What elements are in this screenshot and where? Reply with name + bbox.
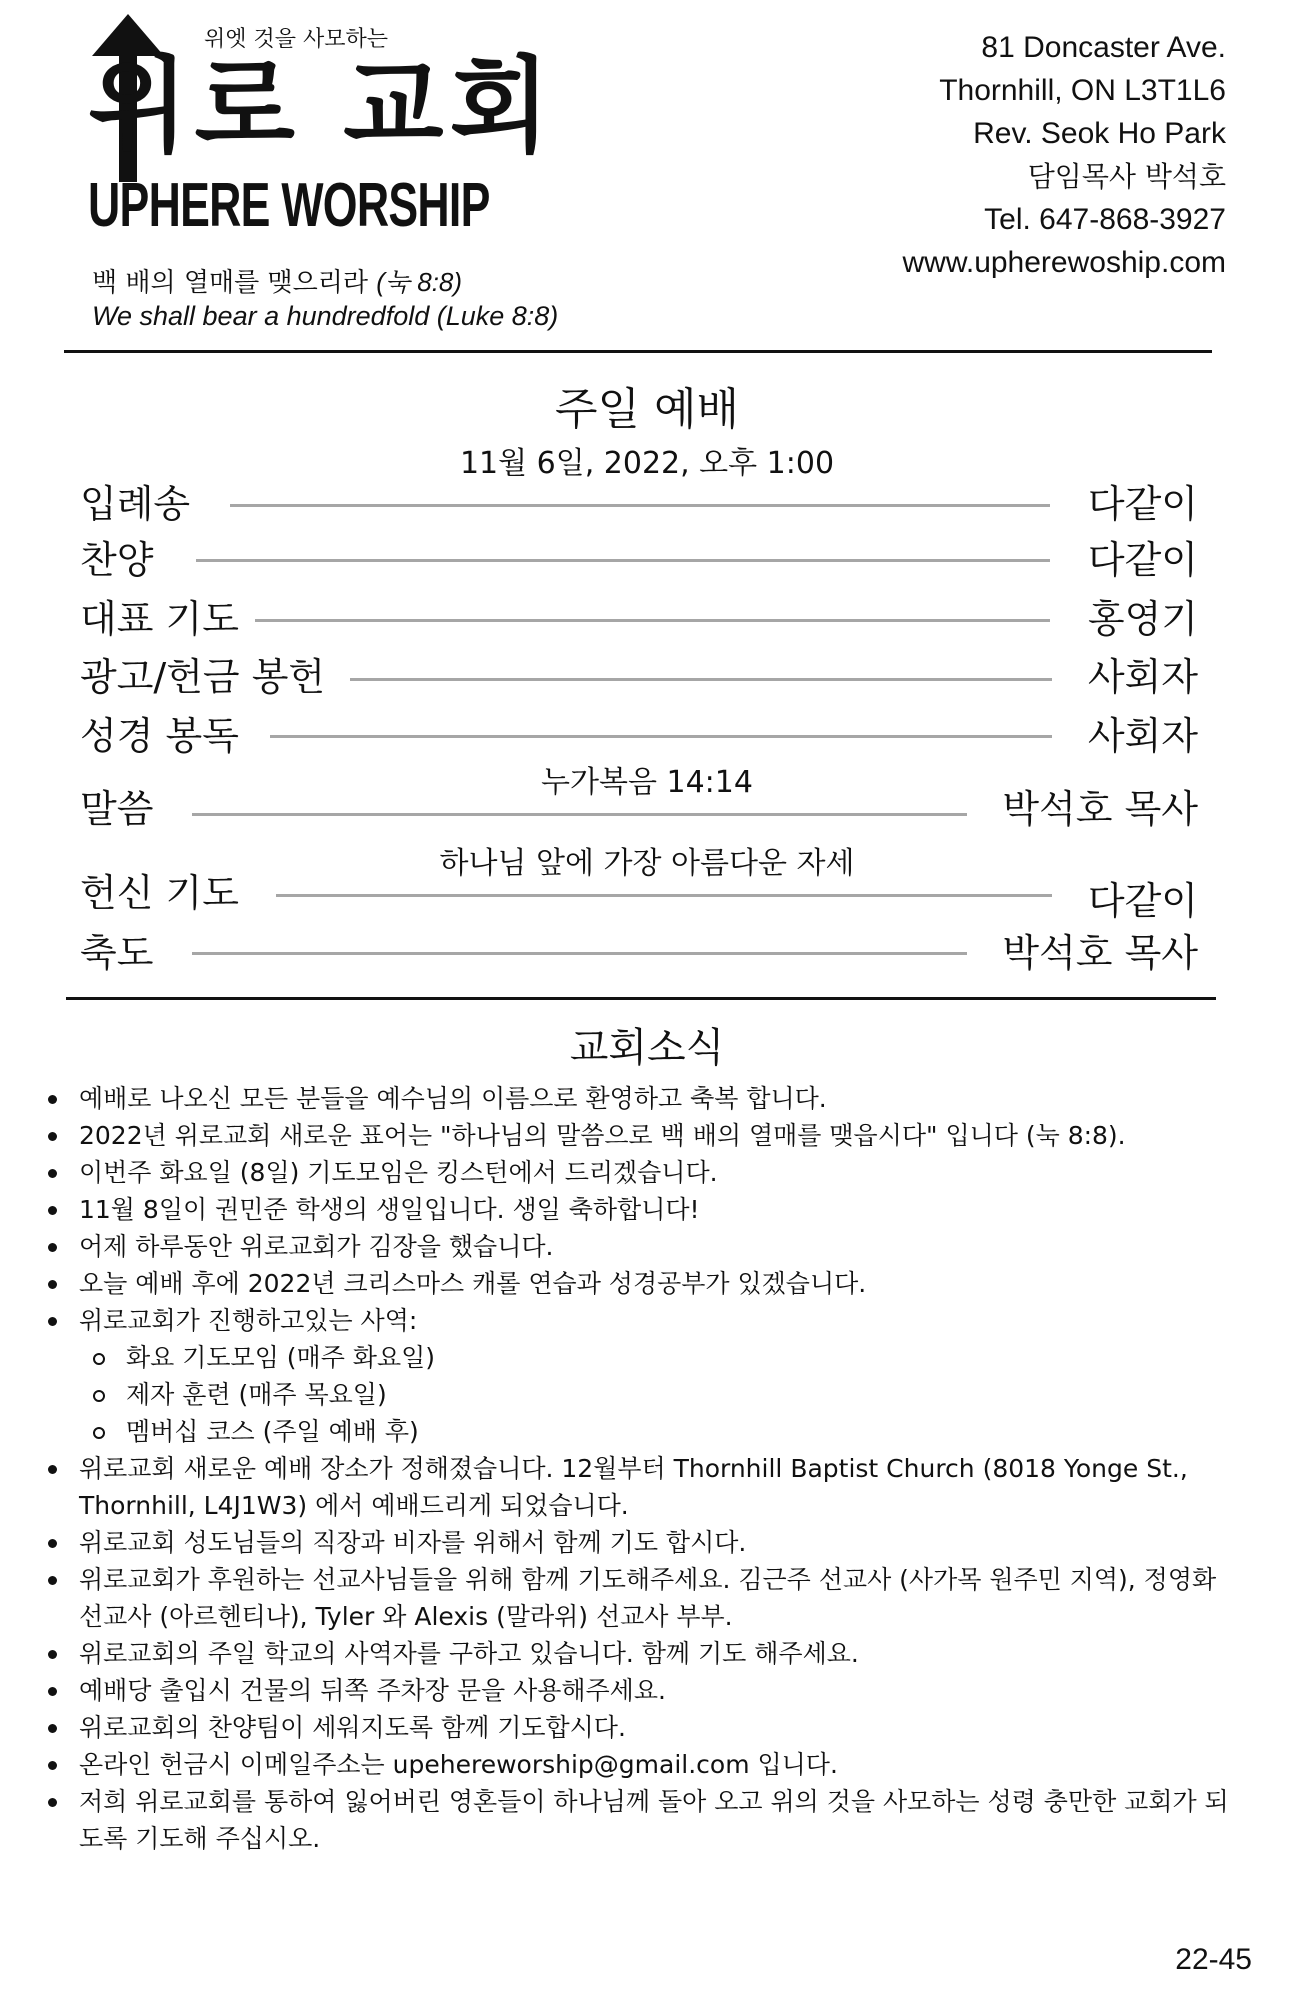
leader-line bbox=[276, 894, 1052, 897]
leader-line bbox=[196, 559, 1050, 562]
order-item-label: 축도 bbox=[80, 931, 154, 975]
news-item: 이번주 화요일 (8일) 기도모임은 킹스턴에서 드리겠습니다. bbox=[44, 1154, 1244, 1191]
news-item: 2022년 위로교회 새로운 표어는 "하나님의 말씀으로 백 배의 열매를 맺읍시다" 입니다 (눅 8:8). bbox=[44, 1117, 1244, 1154]
address-street: 81 Doncaster Ave. bbox=[981, 31, 1226, 64]
address-city: Thornhill, ON L3T1L6 bbox=[939, 74, 1226, 107]
pastor-korean: 담임목사 박석호 bbox=[1027, 160, 1226, 193]
ministry-item: 화요 기도모임 (매주 화요일) bbox=[79, 1339, 1244, 1376]
website-link[interactable]: www.upherewoship.com bbox=[902, 246, 1226, 279]
news-item: 어제 하루동안 위로교회가 김장을 했습니다. bbox=[44, 1228, 1244, 1265]
order-item-leader: 홍영기 bbox=[1087, 597, 1198, 641]
news-item: 예배당 출입시 건물의 뒤쪽 주차장 문을 사용해주세요. bbox=[44, 1672, 1244, 1709]
news-item-ministries bbox=[44, 1302, 1244, 1450]
order-item-label: 입례송 bbox=[80, 482, 191, 526]
news-item: 위로교회 새로운 예배 장소가 정해졌습니다. 12월부터 Thornhill Baptist Church (8018 Yonge St., Thornhill, L4J1W3) 에서 예배드리게 되었습니다. bbox=[44, 1450, 1244, 1524]
ministry-list bbox=[79, 1339, 1244, 1450]
leader-line bbox=[192, 952, 967, 955]
order-item-label: 찬양 bbox=[80, 538, 154, 582]
order-item-leader: 박석호 목사 bbox=[1002, 931, 1198, 975]
order-item-leader: 사회자 bbox=[1087, 655, 1198, 699]
theme-verse-korean bbox=[92, 262, 462, 299]
news-item: 저희 위로교회를 통하여 잃어버린 영혼들이 하나님께 돌아 오고 위의 것을 사모하는 성령 충만한 교회가 되도록 기도해 주십시오. bbox=[44, 1783, 1244, 1857]
order-item-leader: 다같이 bbox=[1087, 482, 1198, 526]
order-item-leader: 박석호 목사 bbox=[1002, 787, 1198, 831]
header-divider bbox=[64, 350, 1212, 353]
news-item: 위로교회의 주일 학교의 사역자를 구하고 있습니다. 함께 기도 해주세요. bbox=[44, 1635, 1244, 1672]
sermon-scripture: 누가복음 14:14 bbox=[541, 765, 753, 800]
theme-verse-english: We shall bear a hundredfold (Luke 8:8) bbox=[92, 301, 559, 331]
news-item: 예배로 나오신 모든 분들을 예수님의 이름으로 환영하고 축복 합니다. bbox=[44, 1080, 1244, 1117]
worship-title: 주일 예배 bbox=[554, 384, 739, 435]
telephone: Tel. 647-868-3927 bbox=[984, 203, 1226, 236]
verse-korean-ref: (눅 8:8) bbox=[376, 267, 463, 297]
news-item: 위로교회의 찬양팀이 세워지도록 함께 기도합시다. bbox=[44, 1709, 1244, 1746]
logo-tagline: 위엣 것을 사모하는 bbox=[204, 27, 389, 52]
pastor-english: Rev. Seok Ho Park bbox=[973, 117, 1226, 150]
news-item: 위로교회가 후원하는 선교사님들을 위해 함께 기도해주세요. 김근주 선교사 (사가목 원주민 지역), 정영화 선교사 (아르헨티나), Tyler 와 Alexis (말라위) 선교사 부부. bbox=[44, 1561, 1244, 1635]
leader-line bbox=[192, 813, 967, 816]
order-item-label: 헌신 기도 bbox=[80, 871, 239, 915]
section-divider bbox=[66, 997, 1216, 1000]
news-title: 교회소식 bbox=[569, 1025, 725, 1071]
ministry-item: 제자 훈련 (매주 목요일) bbox=[79, 1376, 1244, 1413]
church-name-korean: 위로 교회 bbox=[88, 45, 557, 167]
news-item: 11월 8일이 권민준 학생의 생일입니다. 생일 축하합니다! bbox=[44, 1191, 1244, 1228]
sermon-title: 하나님 앞에 가장 아름다운 자세 bbox=[439, 846, 855, 881]
leader-line bbox=[270, 735, 1052, 738]
order-item-label: 광고/헌금 봉헌 bbox=[80, 655, 326, 699]
order-item-leader: 다같이 bbox=[1087, 538, 1198, 582]
church-name-english: UPHERE WORSHIP bbox=[88, 171, 490, 240]
page-number: 22-45 bbox=[1175, 1943, 1252, 1976]
worship-date: 11월 6일, 2022, 오후 1:00 bbox=[459, 446, 835, 481]
news-item: 온라인 헌금시 이메일주소는 upehereworship@gmail.com 입니다. bbox=[44, 1746, 1244, 1783]
verse-korean-text: 백 배의 열매를 맺으리라 bbox=[92, 268, 368, 298]
order-item-label: 대표 기도 bbox=[80, 597, 239, 641]
ministry-item: 멤버십 코스 (주일 예배 후) bbox=[79, 1413, 1244, 1450]
news-item-text: 위로교회가 진행하고있는 사역: bbox=[79, 1306, 418, 1335]
news-item: 위로교회 성도님들의 직장과 비자를 위해서 함께 기도 합시다. bbox=[44, 1524, 1244, 1561]
church-contact bbox=[903, 26, 1226, 284]
order-item-label: 말씀 bbox=[80, 787, 154, 831]
order-item-leader: 다같이 bbox=[1087, 879, 1198, 923]
leader-line bbox=[230, 504, 1050, 507]
order-item-leader: 사회자 bbox=[1087, 714, 1198, 758]
news-list bbox=[44, 1080, 1244, 1857]
news-item: 오늘 예배 후에 2022년 크리스마스 캐롤 연습과 성경공부가 있겠습니다. bbox=[44, 1265, 1244, 1302]
order-item-label: 성경 봉독 bbox=[80, 714, 239, 758]
church-logo bbox=[88, 12, 557, 247]
leader-line bbox=[255, 619, 1050, 622]
leader-line bbox=[350, 678, 1052, 681]
